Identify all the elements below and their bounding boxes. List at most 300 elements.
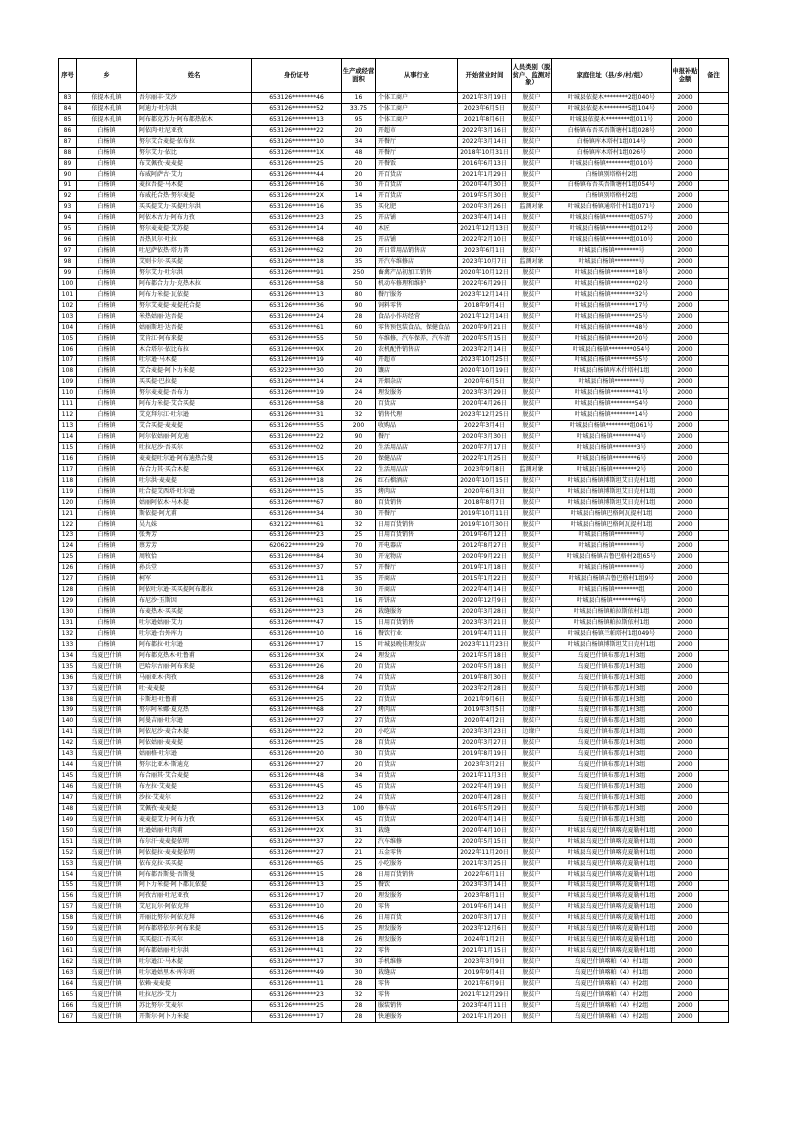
cell-start-date: 2021年6月9日 [458,978,512,989]
cell-serial: 162 [59,957,77,968]
cell-remarks [699,902,729,913]
cell-remarks [699,749,729,760]
cell-serial: 153 [59,858,77,869]
cell-township: 白杨镇 [77,257,137,268]
cell-address: 叶城县白杨镇通塔什村1组071号 [552,202,672,213]
cell-id-number: 653126********36 [252,300,342,311]
cell-id-number: 653126********27 [252,760,342,771]
cell-id-number: 653126********37 [252,836,342,847]
table-row [59,333,729,344]
cell-category: 脱贫户 [512,935,552,946]
cell-serial: 127 [59,574,77,585]
cell-address: 叶城县白杨镇********54号 [552,399,672,410]
cell-subsidy: 2000 [672,946,699,957]
cell-industry: 百货店 [376,738,458,749]
cell-industry: 餐厅 [376,432,458,443]
cell-address: 白杨镇库木塔村1组026号 [552,147,672,158]
cell-name: 吐尔逊·马木提 [137,355,252,366]
cell-subsidy: 2000 [672,355,699,366]
cell-area: 20 [342,399,376,410]
cell-area: 45 [342,814,376,825]
cell-start-date: 2023年6月5日 [458,103,512,114]
cell-address: 乌夏巴什镇布那克1村3组 [552,672,672,683]
table-row [59,147,729,158]
cell-start-date: 2020年5月18日 [458,661,512,672]
cell-serial: 85 [59,114,77,125]
cell-township: 白杨镇 [77,377,137,388]
cell-industry: 开饼店 [376,596,458,607]
cell-address: 叶城县乌夏巴什镇喀克夏勒村1组 [552,913,672,924]
cell-name: 吐尔逊姑丽·艾力 [137,618,252,629]
cell-start-date: 2021年11月3日 [458,771,512,782]
cell-category: 脱贫户 [512,191,552,202]
cell-start-date: 2021年12月14日 [458,311,512,322]
cell-name: 艾佩孜·麦麦提 [137,803,252,814]
cell-area: 22 [342,694,376,705]
cell-start-date: 2021年3月19日 [458,93,512,104]
cell-area: 20 [342,661,376,672]
cell-industry: 收购品 [376,421,458,432]
cell-category: 脱贫户 [512,607,552,618]
table-row [59,585,729,596]
cell-id-number: 653126********24 [252,311,342,322]
cell-address: 白杨镇布吾买吾斯塘村1组054号 [552,180,672,191]
cell-id-number: 653126********16 [252,202,342,213]
cell-start-date: 2022年6月1日 [458,869,512,880]
cell-category: 脱贫户 [512,858,552,869]
cell-remarks [699,322,729,333]
cell-serial: 133 [59,639,77,650]
cell-address: 叶城县白杨镇********4号 [552,432,672,443]
cell-serial: 160 [59,935,77,946]
cell-area: 20 [342,443,376,454]
cell-serial: 86 [59,125,77,136]
cell-subsidy: 2000 [672,366,699,377]
cell-area: 20 [342,891,376,902]
cell-id-number: 653126********14 [252,377,342,388]
cell-start-date: 2023年3月2日 [458,760,512,771]
cell-industry: 零售 [376,946,458,957]
cell-category: 脱贫户 [512,399,552,410]
cell-remarks [699,771,729,782]
cell-address: 叶城县白杨镇博斯坦艾日克村1组 [552,475,672,486]
cell-name: 苏比努尔·艾麦尔 [137,1000,252,1011]
cell-township: 乌夏巴什镇 [77,946,137,957]
cell-start-date: 2020年7月17日 [458,443,512,454]
table-row [59,322,729,333]
cell-area: 16 [342,93,376,104]
cell-area: 20 [342,453,376,464]
cell-industry: 开日常用品销售店 [376,246,458,257]
cell-industry: 理发服务 [376,924,458,935]
cell-start-date: 2023年9月8日 [458,464,512,475]
cell-serial: 108 [59,366,77,377]
cell-serial: 88 [59,147,77,158]
cell-name: 阿依姑丽·麦麦提 [137,738,252,749]
cell-area: 26 [342,935,376,946]
cell-id-number: 653126********17 [252,1011,342,1022]
cell-township: 白杨镇 [77,366,137,377]
cell-area: 50 [342,278,376,289]
cell-start-date: 2023年2月28日 [458,683,512,694]
cell-serial: 112 [59,410,77,421]
cell-subsidy: 2000 [672,289,699,300]
cell-remarks [699,213,729,224]
cell-name: 努尔比亚木·斯迪克 [137,760,252,771]
cell-serial: 143 [59,749,77,760]
table-row [59,235,729,246]
cell-area: 22 [342,836,376,847]
cell-id-number: 653126********13 [252,803,342,814]
cell-name: 麦麦提艾力·阿布力孜 [137,814,252,825]
cell-remarks [699,694,729,705]
cell-name: 开斯尔·阿卜力米提 [137,1011,252,1022]
cell-name: 阿布力米提·瓦依提 [137,289,252,300]
cell-remarks [699,169,729,180]
table-row [59,432,729,443]
cell-township: 乌夏巴什镇 [77,891,137,902]
cell-name: 布合丽其·艾合麦提 [137,771,252,782]
cell-township: 乌夏巴什镇 [77,738,137,749]
cell-category: 脱贫户 [512,453,552,464]
table-row [59,935,729,946]
cell-start-date: 2022年2月10日 [458,235,512,246]
cell-industry: 零售 [376,978,458,989]
cell-township: 乌夏巴什镇 [77,716,137,727]
cell-remarks [699,257,729,268]
cell-name: 艾合买提·麦麦提 [137,421,252,432]
cell-start-date: 2020年4月28日 [458,793,512,804]
cell-area: 48 [342,147,376,158]
table-row [59,639,729,650]
table-row [59,880,729,891]
cell-remarks [699,246,729,257]
table-row [59,574,729,585]
cell-name: 姑丽阿依木·马木提 [137,497,252,508]
cell-remarks [699,880,729,891]
cell-start-date: 2018年8月7日 [458,497,512,508]
cell-category: 脱贫户 [512,366,552,377]
cell-industry: 零售 [376,902,458,913]
cell-address: 叶城县白杨镇********号 [552,257,672,268]
cell-name: 吐尔逊江·马木提 [137,957,252,968]
cell-subsidy: 2000 [672,344,699,355]
cell-category: 脱贫户 [512,224,552,235]
cell-start-date: 2019年5月30日 [458,191,512,202]
cell-industry: 理发服务 [376,388,458,399]
cell-name: 阿依木古力·阿布力孜 [137,213,252,224]
cell-name: 吐·麦麦提 [137,683,252,694]
cell-category: 脱贫户 [512,125,552,136]
cell-subsidy: 2000 [672,322,699,333]
cell-subsidy: 2000 [672,847,699,858]
cell-address: 叶城县白杨镇********20号 [552,333,672,344]
cell-name: 吐合提艾西塔·吐尔逊 [137,486,252,497]
cell-subsidy: 2000 [672,563,699,574]
cell-id-number: 653126********49 [252,968,342,979]
cell-name: 斯依提·阿尤甫 [137,508,252,519]
table-row [59,978,729,989]
cell-start-date: 2021年1月29日 [458,169,512,180]
cell-area: 33.75 [342,103,376,114]
cell-township: 白杨镇 [77,563,137,574]
cell-township: 乌夏巴什镇 [77,902,137,913]
cell-remarks [699,311,729,322]
cell-category: 脱贫户 [512,825,552,836]
cell-category: 脱贫户 [512,650,552,661]
cell-id-number: 653126********25 [252,158,342,169]
cell-area: 25 [342,235,376,246]
cell-subsidy: 2000 [672,169,699,180]
cell-area: 40 [342,355,376,366]
cell-id-number: 653126********13 [252,114,342,125]
cell-area: 15 [342,639,376,650]
cell-remarks [699,93,729,104]
cell-serial: 163 [59,968,77,979]
cell-remarks [699,410,729,421]
cell-address: 乌夏巴什镇布那克1村3组 [552,749,672,760]
cell-id-number: 653126********37 [252,563,342,574]
cell-subsidy: 2000 [672,180,699,191]
cell-area: 25 [342,213,376,224]
cell-area: 20 [342,727,376,738]
cell-address: 叶城县白杨镇巴格阿瓦提村1组 [552,519,672,530]
cell-serial: 166 [59,1000,77,1011]
cell-address: 叶城县白杨镇********32号 [552,289,672,300]
cell-area: 34 [342,771,376,782]
cell-id-number: 653126********2X [252,191,342,202]
cell-name: 阿布都拉·吐尔逊 [137,639,252,650]
cell-remarks [699,978,729,989]
cell-name: 阿迪力·吐尔洪 [137,103,252,114]
cell-township: 白杨镇 [77,202,137,213]
cell-area: 250 [342,268,376,279]
subsidy-table [58,58,729,1023]
cell-address: 乌夏巴什镇布那克1村3组 [552,760,672,771]
cell-id-number: 653126********13 [252,289,342,300]
cell-category: 脱贫户 [512,136,552,147]
cell-serial: 128 [59,585,77,596]
cell-area: 34 [342,136,376,147]
cell-subsidy: 2000 [672,333,699,344]
cell-serial: 134 [59,650,77,661]
cell-area: 40 [342,224,376,235]
cell-remarks [699,618,729,629]
cell-address: 叶城县白杨镇吉鲁巴格村2组65号 [552,552,672,563]
cell-area: 30 [342,957,376,968]
cell-township: 乌夏巴什镇 [77,771,137,782]
cell-subsidy: 2000 [672,202,699,213]
cell-subsidy: 2000 [672,858,699,869]
cell-id-number: 653126********5X [252,814,342,825]
cell-start-date: 2022年4月19日 [458,782,512,793]
cell-subsidy: 2000 [672,836,699,847]
cell-area: 35 [342,574,376,585]
cell-area: 31 [342,825,376,836]
cell-start-date: 2023年10月25日 [458,355,512,366]
cell-remarks [699,388,729,399]
cell-serial: 83 [59,93,77,104]
cell-serial: 114 [59,432,77,443]
cell-township: 乌夏巴什镇 [77,1000,137,1011]
table-row [59,836,729,847]
cell-area: 25 [342,530,376,541]
cell-area: 30 [342,552,376,563]
cell-remarks [699,235,729,246]
table-row [59,475,729,486]
cell-industry: 百货店 [376,672,458,683]
cell-serial: 144 [59,760,77,771]
cell-id-number: 653126********22 [252,727,342,738]
cell-name: 吾热贝尔·吐拉 [137,235,252,246]
cell-serial: 151 [59,836,77,847]
table-row [59,683,729,694]
cell-category: 脱贫户 [512,344,552,355]
cell-township: 白杨镇 [77,453,137,464]
cell-name: 阿布都吾斯曼·吾斯曼 [137,869,252,880]
cell-subsidy: 2000 [672,628,699,639]
cell-industry: 零售 [376,989,458,1000]
table-row [59,749,729,760]
table-row [59,158,729,169]
cell-category: 脱贫户 [512,508,552,519]
cell-remarks [699,224,729,235]
table-row [59,782,729,793]
cell-address: 叶城县乌夏巴什镇喀克夏勒村1组 [552,902,672,913]
cell-start-date: 2019年10月11日 [458,508,512,519]
cell-category: 脱贫户 [512,585,552,596]
cell-address: 乌夏巴什镇布那克1村3组 [552,694,672,705]
cell-address: 乌夏巴什镇布那克1村3组 [552,793,672,804]
cell-category: 脱贫户 [512,880,552,891]
cell-serial: 98 [59,257,77,268]
cell-name: 买买提江·吾买尔 [137,935,252,946]
cell-address: 白杨镇别塔格村2组 [552,169,672,180]
cell-address: 叶城县乌夏巴什镇喀克夏勒村1组 [552,924,672,935]
cell-township: 乌夏巴什镇 [77,814,137,825]
cell-id-number: 653126********14 [252,224,342,235]
cell-start-date: 2021年5月18日 [458,650,512,661]
cell-address: 叶城县乌夏巴什镇喀克夏勒村1组 [552,847,672,858]
cell-subsidy: 2000 [672,694,699,705]
cell-category: 脱贫户 [512,683,552,694]
cell-subsidy: 2000 [672,114,699,125]
cell-area: 20 [342,760,376,771]
cell-industry: 个体工商户 [376,103,458,114]
cell-id-number: 653126********16 [252,180,342,191]
cell-township: 白杨镇 [77,355,137,366]
cell-category: 脱贫户 [512,672,552,683]
cell-area: 90 [342,432,376,443]
cell-address: 叶城县白杨镇********41号 [552,388,672,399]
cell-industry: 日用百货销售 [376,618,458,629]
cell-id-number: 653126********84 [252,552,342,563]
cell-name: 阿孜古丽·吐尼亚孜 [137,891,252,902]
cell-subsidy: 2000 [672,825,699,836]
cell-address: 乌夏巴什镇布那克1村3组 [552,738,672,749]
cell-industry: 开超市 [376,355,458,366]
table-row [59,377,729,388]
cell-name: 布尔汗·麦麦提依明 [137,836,252,847]
cell-remarks [699,202,729,213]
cell-serial: 129 [59,596,77,607]
cell-start-date: 2023年6月1日 [458,246,512,257]
cell-industry: 百货店 [376,716,458,727]
cell-township: 白杨镇 [77,322,137,333]
cell-name: 阿布都克苏力·阿布都热依木 [137,114,252,125]
table-row [59,355,729,366]
cell-township: 白杨镇 [77,224,137,235]
cell-start-date: 2019年8月19日 [458,749,512,760]
cell-remarks [699,683,729,694]
cell-address: 叶城县白杨镇吉鲁巴格村1组9号 [552,574,672,585]
cell-name: 麦麦提吐尔逊·阿布迪热合曼 [137,453,252,464]
cell-start-date: 2022年6月29日 [458,278,512,289]
cell-id-number: 653126********17 [252,891,342,902]
table-row [59,421,729,432]
cell-subsidy: 2000 [672,235,699,246]
cell-start-date: 2019年1月18日 [458,563,512,574]
cell-id-number: 653126********22 [252,125,342,136]
cell-id-number: 653126********28 [252,585,342,596]
cell-industry: 理发店 [376,650,458,661]
cell-start-date: 2023年2月14日 [458,344,512,355]
cell-remarks [699,508,729,519]
cell-id-number: 653126********68 [252,705,342,716]
cell-name: 阿依尼沙·麦合木提 [137,727,252,738]
cell-area: 25 [342,880,376,891]
cell-category: 脱贫户 [512,475,552,486]
cell-remarks [699,793,729,804]
cell-industry: 百货店 [376,760,458,771]
cell-id-number: 653126********02 [252,443,342,454]
table-row [59,278,729,289]
cell-area: 24 [342,388,376,399]
cell-industry: 餐饮 [376,880,458,891]
cell-township: 白杨镇 [77,607,137,618]
cell-township: 乌夏巴什镇 [77,935,137,946]
cell-serial: 120 [59,497,77,508]
cell-start-date: 2023年3月23日 [458,727,512,738]
cell-address: 叶城县白杨镇********组 [552,585,672,596]
cell-township: 白杨镇 [77,628,137,639]
cell-remarks [699,957,729,968]
cell-category: 脱贫户 [512,355,552,366]
cell-id-number: 653126********11 [252,574,342,585]
cell-industry: 食品小作坊经营 [376,311,458,322]
table-row [59,257,729,268]
cell-remarks [699,836,729,847]
cell-id-number: 653126********55 [252,333,342,344]
cell-address: 白杨镇别塔格村2组 [552,191,672,202]
cell-industry: 农机配件销售店 [376,344,458,355]
cell-industry: 车维修，汽车保养，汽车清 [376,333,458,344]
cell-township: 白杨镇 [77,311,137,322]
table-row [59,738,729,749]
cell-serial: 100 [59,278,77,289]
cell-township: 白杨镇 [77,410,137,421]
cell-township: 白杨镇 [77,574,137,585]
cell-category: 脱贫户 [512,1000,552,1011]
table-row [59,847,729,858]
cell-area: 28 [342,869,376,880]
cell-name: 吐尔逊姑里木·库尔班 [137,968,252,979]
cell-industry: 开商店 [376,574,458,585]
cell-remarks [699,672,729,683]
cell-subsidy: 2000 [672,957,699,968]
cell-serial: 111 [59,399,77,410]
cell-subsidy: 2000 [672,1011,699,1022]
